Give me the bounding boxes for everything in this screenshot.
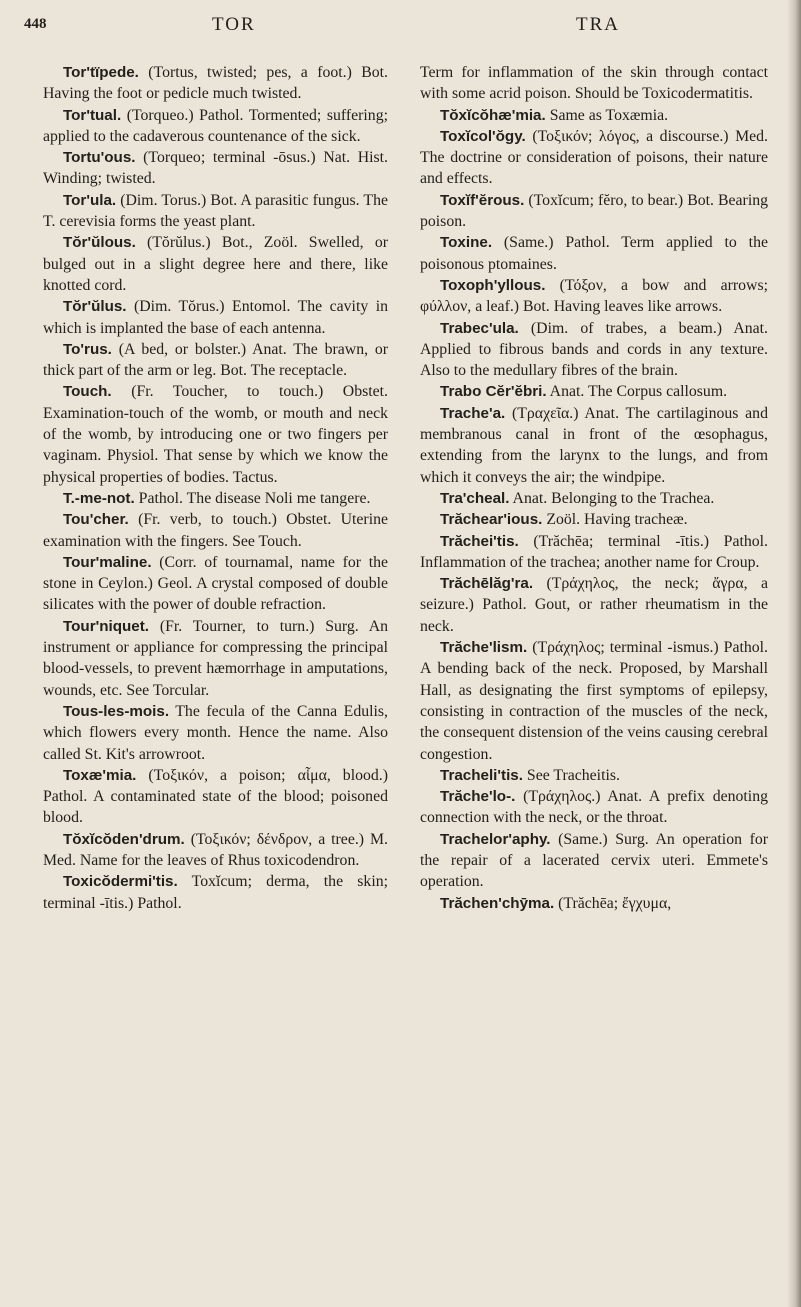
entry-definition: (Τραχεῖα.) Anat. The cartilaginous and membranous canal in front of the œsophagus, extending from the larynx to the lungs, and from which it conveys the air; the windpipe. <box>420 404 768 486</box>
entry-headword: Toxĭf'ĕrous. <box>440 191 525 209</box>
entry-headword: To'rus. <box>63 340 112 358</box>
dictionary-entry <box>420 105 768 126</box>
entry-definition: Anat. Belonging to the Trachea. <box>512 489 715 507</box>
entry-definition: The fecula of the Canna Edulis, which flowers every month. Hence the name. Also called St. Kit's arrowroot. <box>43 702 388 763</box>
entry-definition: (Tortus, twisted; pes, a foot.) Bot. Having the foot or pedicle much twisted. <box>43 64 388 103</box>
dictionary-entry <box>43 62 388 105</box>
entry-definition: (Same.) Surg. An operation for the repair of a lacerated cervix uteri. Emmete's operation. <box>420 830 768 891</box>
entry-definition: (Same.) Pathol. Term applied to the poisonous ptomaines. <box>420 234 768 273</box>
entry-headword: Trache'a. <box>440 404 506 422</box>
dictionary-entry <box>420 829 768 893</box>
dictionary-entry <box>420 232 768 275</box>
dictionary-entry <box>43 190 388 233</box>
entry-definition: (Torqueo; terminal -ōsus.) Nat. Hist. Winding; twisted. <box>43 149 388 188</box>
dictionary-entry <box>420 509 768 530</box>
entry-headword: Tortu'ous. <box>63 149 136 167</box>
entry-definition: (Trăchēa; terminal -ītis.) Pathol. Inflammation of the trachea; another name for Croup. <box>420 532 768 571</box>
dictionary-entry <box>43 509 388 552</box>
running-head-right: TRA <box>576 14 620 35</box>
entry-definition: (Torqueo.) Pathol. Tormented; suffering; applied to the cadaverous countenance of the sick. <box>43 106 388 145</box>
dictionary-entry <box>420 318 768 382</box>
dictionary-entry <box>420 62 768 105</box>
right-column <box>420 62 768 1297</box>
dictionary-entry <box>420 190 768 233</box>
entry-headword: Tor'ula. <box>63 191 117 209</box>
dictionary-entry <box>43 339 388 382</box>
entry-headword: T.-me-not. <box>63 489 135 507</box>
dictionary-entry <box>420 786 768 829</box>
entry-headword: Tor'tïpede. <box>63 64 139 81</box>
entry-headword: Trachelor'aphy. <box>440 830 551 848</box>
dictionary-entry <box>420 381 768 402</box>
running-head-left: TOR <box>212 14 256 35</box>
dictionary-entry <box>420 488 768 509</box>
entry-headword: Tra'cheal. <box>440 489 510 507</box>
dictionary-entry <box>43 105 388 148</box>
dictionary-entry <box>43 296 388 339</box>
entry-headword: Tŏr'ŭlus. <box>63 298 127 316</box>
entry-definition: See Tracheitis. <box>526 766 620 784</box>
entry-definition: (Corr. of tournamal, name for the stone in Ceylon.) Geol. A crystal composed of double silicates with the power of double refraction. <box>43 553 388 614</box>
entry-definition: (Τοξικόν; δένδρον, a tree.) M. Med. Name for the leaves of Rhus toxicodendron. <box>43 830 388 869</box>
entry-headword: Toxicŏdermi'tis. <box>63 873 178 891</box>
entry-headword: Trăchear'ious. <box>440 511 543 529</box>
dictionary-entry <box>43 552 388 616</box>
dictionary-entry <box>420 275 768 318</box>
dictionary-entry <box>420 765 768 786</box>
entry-headword: Tŏxĭcŏden'drum. <box>63 830 185 848</box>
dictionary-entry <box>43 829 388 872</box>
dictionary-entry <box>43 765 388 829</box>
entry-definition: (Τοξικόν, a poison; αἷμα, blood.) Pathol. A contaminated state of the blood; poisoned blood. <box>43 766 388 827</box>
entry-headword: Tour'niquet. <box>63 617 149 635</box>
entry-definition: (Fr. verb, to touch.) Obstet. Uterine examination with the fingers. See Touch. <box>43 511 388 550</box>
dictionary-entry <box>420 893 768 914</box>
dictionary-entry <box>43 232 388 296</box>
entry-definition: (Dim. of trabes, a beam.) Anat. Applied to fibrous bands and cords in any texture. Also to the medullary fibres of the brain. <box>420 319 768 380</box>
dictionary-entry <box>43 871 388 914</box>
dictionary-entry <box>43 381 388 487</box>
entry-definition: (Dim. Tŏrus.) Entomol. The cavity in which is implanted the base of each antenna. <box>43 298 388 337</box>
entry-headword: Trăchen'chȳma. <box>440 894 555 912</box>
dictionary-entry <box>43 147 388 190</box>
entry-definition: (Trăchēa; ἔγχυμα, <box>558 894 672 912</box>
entry-definition: Zoöl. Having tracheæ. <box>546 511 688 529</box>
page-edge-shadow <box>787 0 801 1307</box>
entry-definition: (Fr. Toucher, to touch.) Obstet. Examination-touch of the womb, or mouth and neck of the womb, by introducing one or two fingers per vaginam. Physiol. That sense by which we know the physical properties of bodies. Tactus. <box>43 383 388 486</box>
entry-headword: Touch. <box>63 383 112 401</box>
page-header <box>0 14 801 40</box>
entry-headword: Trăchēlăg'ra. <box>440 575 534 593</box>
entry-headword: Trăche'lism. <box>440 639 528 657</box>
entry-definition: Anat. The Corpus callosum. <box>549 383 728 401</box>
entry-definition: (Τόξον, a bow and arrows; φύλλον, a leaf.) Bot. Having leaves like arrows. <box>420 276 768 316</box>
entry-definition: (Fr. Tourner, to turn.) Surg. An instrument or appliance for compressing the principal blood-vessels, to prevent hæmorrhage in amputations, wounds, etc. See Torcular. <box>43 617 388 699</box>
entry-definition: (Τράχηλος; terminal -ismus.) Pathol. A bending back of the neck. Proposed, by Marshall Hall, as designating the first symptoms of epilepsy, consisting in contraction of the muscles of the neck, the consequent distension of the veins causing cerebral congestion. <box>420 639 768 763</box>
left-column <box>43 62 388 1297</box>
dictionary-entry <box>43 701 388 765</box>
dictionary-entry <box>43 616 388 701</box>
entry-headword: Tracheli'tis. <box>440 766 523 784</box>
entry-headword: Toxæ'mia. <box>63 766 137 784</box>
dictionary-entry <box>420 531 768 574</box>
entry-definition: (Τράχηλος, the neck; ἄγρα, a seizure.) Pathol. Gout, or rather rheumatism in the neck. <box>420 575 768 635</box>
entry-headword: Trabo Cĕr'ĕbri. <box>440 383 547 401</box>
entry-definition: Toxĭcum; derma, the skin; terminal -ītis.) Pathol. <box>43 873 388 912</box>
entry-definition: (A bed, or bolster.) Anat. The brawn, or thick part of the arm or leg. Bot. The receptacle. <box>43 340 388 380</box>
entry-headword: Toxoph'yllous. <box>440 276 546 294</box>
entry-definition: Pathol. The disease Noli me tangere. <box>138 489 371 507</box>
entry-headword: Trăchei'tis. <box>440 532 519 550</box>
entry-headword: Tŏxĭcŏhæ'mia. <box>440 106 546 124</box>
entry-definition: (Τοξικόν; λόγος, a discourse.) Med. The doctrine or consideration of poisons, their nature and effects. <box>420 127 768 188</box>
entry-headword: Toxĭcol'ŏgy. <box>440 127 526 145</box>
entry-headword: Trabec'ula. <box>440 319 519 337</box>
entry-headword: Toxine. <box>440 234 493 252</box>
entry-headword: Tous-les-mois. <box>63 702 170 720</box>
dictionary-entry <box>420 403 768 488</box>
entry-headword: Tŏr'ŭlous. <box>63 234 136 252</box>
entry-definition: (Tŏrŭlus.) Bot., Zoöl. Swelled, or bulged out in a slight degree here and there, like knotted cord. <box>43 234 388 294</box>
entry-definition: Same as Toxæmia. <box>549 106 669 124</box>
entry-definition: Term for inflammation of the skin through contact with some acrid poison. Should be Toxicodermatitis. <box>420 64 768 103</box>
dictionary-entry <box>43 488 388 509</box>
entry-definition: (Dim. Torus.) Bot. A parasitic fungus. The T. cerevisia forms the yeast plant. <box>43 191 388 231</box>
entry-headword: Tor'tual. <box>63 106 122 124</box>
dictionary-entry <box>420 573 768 637</box>
entry-definition: (Toxĭcum; fĕro, to bear.) Bot. Bearing poison. <box>420 191 768 231</box>
entry-definition: (Τράχηλος.) Anat. A prefix denoting connection with the neck, or the throat. <box>420 788 768 827</box>
page-number: 448 <box>24 16 47 32</box>
entry-headword: Tour'maline. <box>63 553 152 571</box>
entry-headword: Tou'cher. <box>63 511 129 529</box>
dictionary-entry <box>420 637 768 765</box>
entry-headword: Trăche'lo-. <box>440 788 516 806</box>
dictionary-entry <box>420 126 768 190</box>
